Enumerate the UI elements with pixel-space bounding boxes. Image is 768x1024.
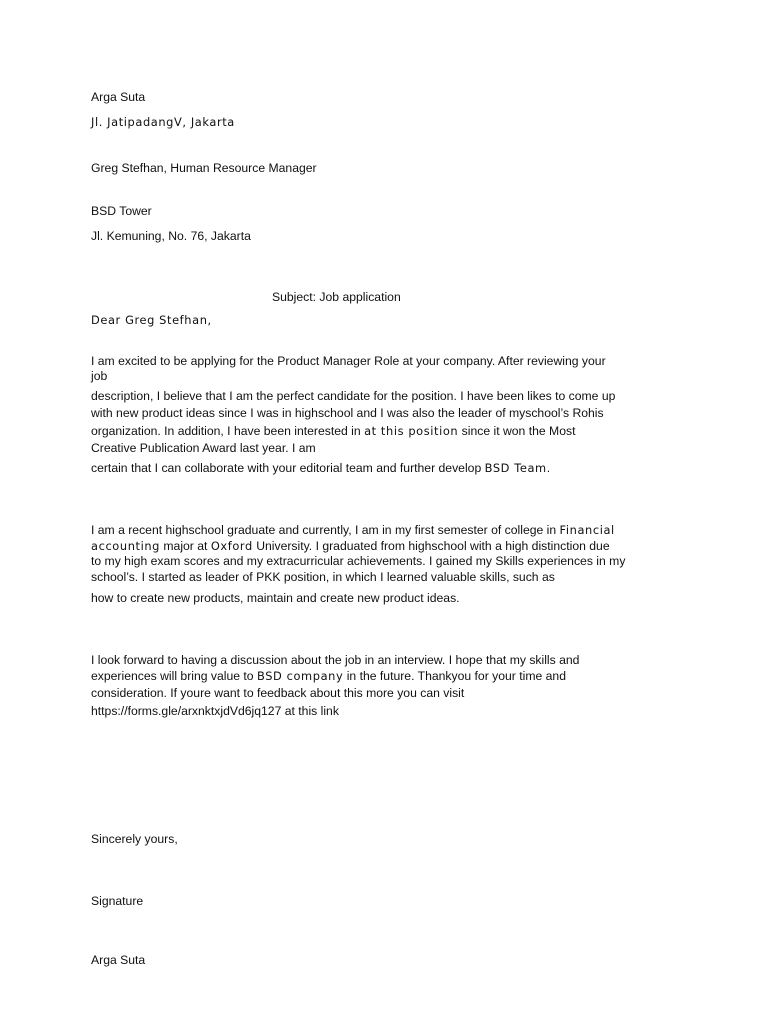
paragraph1-line4: with new product ideas since I was in highschool and I was also the leader of myschool’s Rohis: [91, 406, 604, 420]
sender-address: Jl. JatipadangV, Jakarta: [91, 115, 235, 129]
paragraph3-line2: [91, 669, 566, 684]
recipient-name-title: Greg Stefhan, Human Resource Manager: [91, 161, 317, 175]
recipient-company: BSD Tower: [91, 204, 152, 218]
paragraph2-line1-part2: Financial: [559, 523, 615, 537]
paragraph3-line3: consideration. If youre want to feedback about this more you can visit: [91, 686, 465, 700]
paragraph3-line2-part1: experiences will bring value to: [91, 669, 257, 683]
paragraph2-line4-part1: school’s. I started as: [91, 570, 206, 584]
paragraph2-line2-part4: University. I graduated from highschool with a high distinction due: [252, 539, 610, 553]
paragraph2-line4-part2: leader of PKK position: [205, 570, 326, 584]
paragraph3-line4: https://forms.gle/arxnktxjdVd6jq127 at this link: [91, 704, 339, 718]
paragraph3-line1: I look forward to having a discussion about the job in an interview. I hope that my skills and: [91, 653, 580, 667]
paragraph2-line4: [91, 570, 555, 585]
closing: Sincerely yours,: [91, 832, 178, 846]
salutation: Dear Greg Stefhan,: [91, 313, 212, 327]
paragraph1-line6: Creative Publication Award last year. I am: [91, 441, 316, 455]
sender-name: Arga Suta: [91, 90, 146, 104]
paragraph2-line2-part2: major at: [160, 539, 211, 553]
paragraph1-line7-part1: certain that I can collaborate with your editorial team and further develop: [91, 461, 485, 475]
paragraph2-line2-part3: Oxford: [210, 539, 253, 553]
paragraph1-line7: [91, 461, 550, 476]
paragraph3-line2-part2: BSD company: [256, 669, 344, 683]
paragraph2-line3: to my high exam scores and my extracurricular achievements. I gained my Skills experiences in my: [91, 554, 626, 568]
paragraph2-line2-part1: accounting: [91, 539, 160, 553]
signature-placeholder: Signature: [91, 894, 144, 908]
recipient-address: Jl. Kemuning, No. 76, Jakarta: [91, 229, 251, 243]
subject-line: Subject: Job application: [272, 290, 401, 304]
paragraph1-line5: [91, 424, 575, 439]
signer-name: Arga Suta: [91, 953, 146, 967]
paragraph2-line1-part1: I am a recent highschool graduate and currently, I am in my first semester of college in: [91, 523, 560, 537]
paragraph1-line2: job: [91, 369, 108, 383]
paragraph3-line2-part3: in the future. Thankyou for your time and: [343, 669, 566, 683]
paragraph1-line7-part2: BSD Team: [484, 461, 547, 475]
paragraph1-line5-part2: at this position: [364, 424, 459, 438]
paragraph1-line1: I am excited to be applying for the Product Manager Role at your company. After reviewing your: [91, 354, 606, 368]
paragraph1-line5-part1: organization. In addition, I have been interested in: [91, 424, 365, 438]
paragraph1-line3: description, I believe that I am the perfect candidate for the position. I have been likes to come up: [91, 389, 616, 403]
paragraph2-line5: how to create new products, maintain and create new product ideas.: [91, 591, 460, 605]
paragraph2-line4-part3: , in which I learned valuable skills, such as: [325, 570, 555, 584]
paragraph2-line1: [91, 523, 615, 538]
paragraph2-line2: [91, 539, 610, 554]
paragraph1-line7-part3: .: [546, 461, 551, 475]
paragraph1-line5-part3: since it won the Most: [458, 424, 576, 438]
